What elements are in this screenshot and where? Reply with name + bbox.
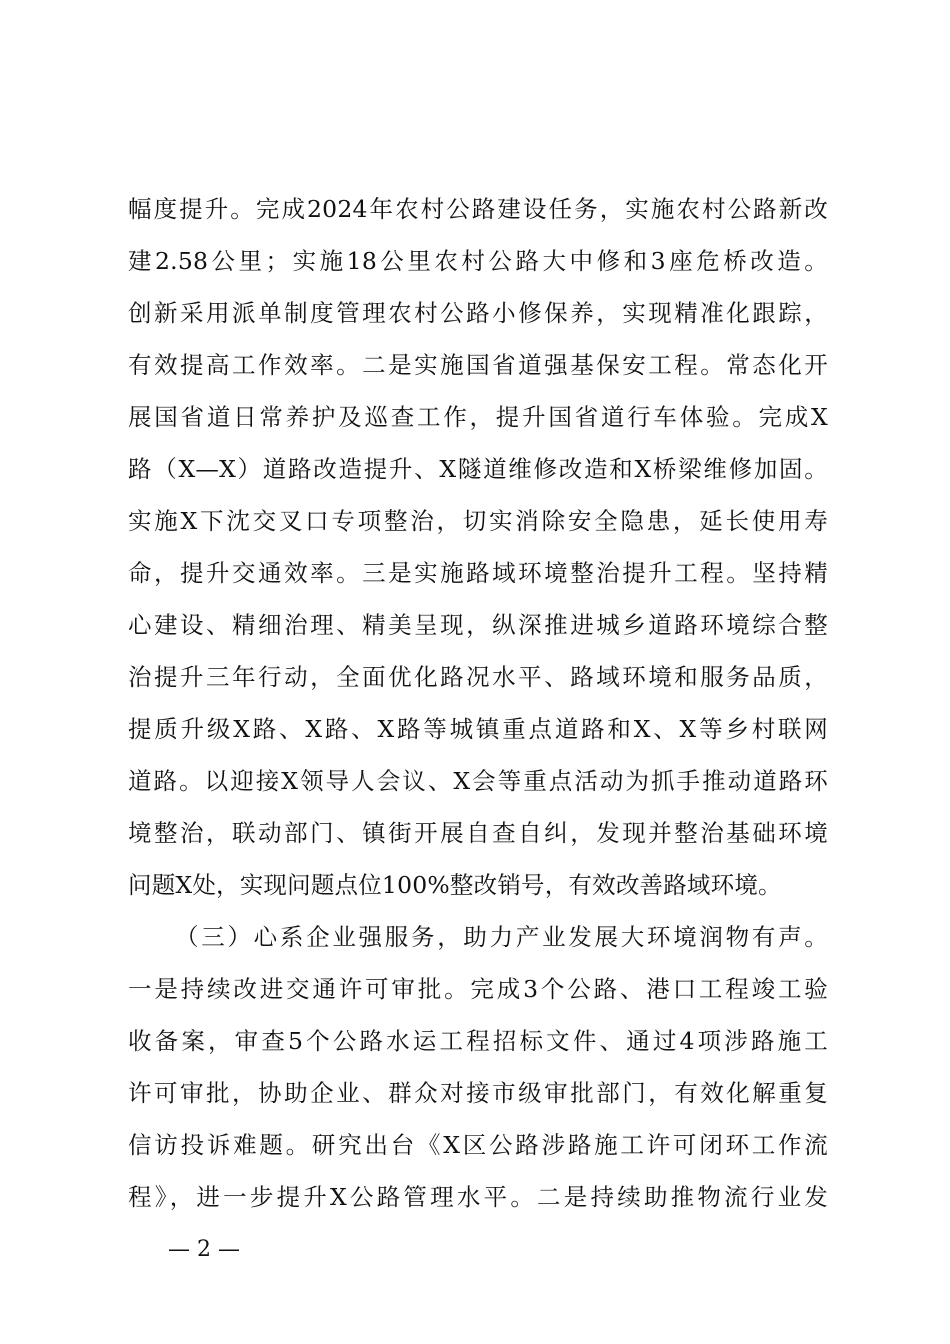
text-line: 建2.58公里；实施18公里农村公路大中修和3座危桥改造。 <box>128 247 828 275</box>
page-number: — 2 — <box>168 1237 240 1262</box>
text-line: 境整治，联动部门、镇街开展自查自纠，发现并整治基础环境 <box>128 819 828 847</box>
text-line: 提质升级X路、X路、X路等城镇重点道路和X、X等乡村联网 <box>128 715 828 743</box>
text-line: 展国省道日常养护及巡查工作，提升国省道行车体验。完成X <box>128 403 828 431</box>
text-line: 幅度提升。完成2024年农村公路建设任务，实施农村公路新改 <box>128 195 828 223</box>
text-line: 程》，进一步提升X公路管理水平。二是持续助推物流行业发 <box>128 1183 828 1211</box>
text-line: 一是持续改进交通许可审批。完成3个公路、港口工程竣工验 <box>128 975 828 1003</box>
text-line: 创新采用派单制度管理农村公路小修保养，实现精准化跟踪， <box>128 299 828 327</box>
text-line: 路（X—X）道路改造提升、X隧道维修改造和X桥梁维修加固。 <box>128 455 828 483</box>
text-line: 实施X下沈交叉口专项整治，切实消除安全隐患，延长使用寿 <box>128 507 828 535</box>
text-line: 问题X处，实现问题点位100%整改销号，有效改善路域环境。 <box>128 871 782 899</box>
text-line: 道路。以迎接X领导人会议、X会等重点活动为抓手推动道路环 <box>128 767 828 795</box>
section-heading: （三）心系企业强服务，助力产业发展大环境润物有声。 <box>175 923 828 951</box>
document-body <box>128 183 828 1223</box>
text-line: 收备案，审查5个公路水运工程招标文件、通过4项涉路施工 <box>128 1027 828 1055</box>
text-line: 心建设、精细治理、精美呈现，纵深推进城乡道路环境综合整 <box>128 611 828 639</box>
text-line: 治提升三年行动，全面优化路况水平、路域环境和服务品质， <box>128 663 828 691</box>
text-line: 许可审批，协助企业、群众对接市级审批部门，有效化解重复 <box>128 1079 828 1107</box>
text-line: 信访投诉难题。研究出台《X区公路涉路施工许可闭环工作流 <box>128 1131 828 1159</box>
text-line: 命，提升交通效率。三是实施路域环境整治提升工程。坚持精 <box>128 559 828 587</box>
text-line: 有效提高工作效率。二是实施国省道强基保安工程。常态化开 <box>128 351 828 379</box>
